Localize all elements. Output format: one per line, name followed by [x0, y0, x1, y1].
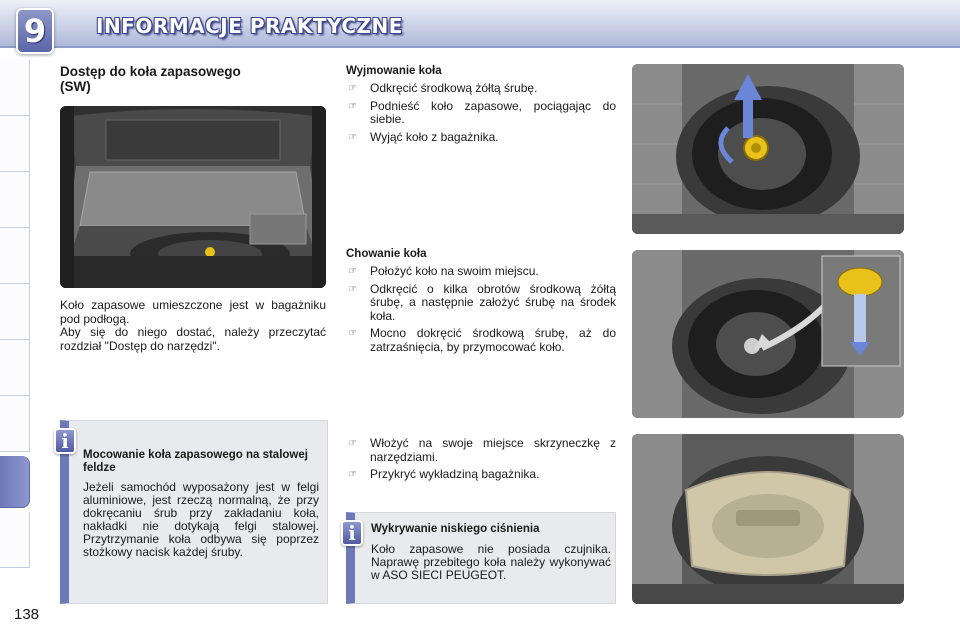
info-box-low-pressure	[346, 512, 616, 604]
pointing-hand-icon: ☞	[348, 283, 357, 295]
side-tab[interactable]	[0, 172, 30, 228]
info-icon: i	[341, 520, 363, 546]
info-box-text: Jeżeli samochód wyposażony jest w felgi aluminiowe, jest rzeczą normalną, że przy dokręcaniu śrub przy zakładaniu koła, nakładki nie dotykają felgi stalowej. Przytrzymanie koła odbywa się poprzez stożkowy nacisk każdej śruby.	[83, 480, 319, 559]
list-item: ☞ Położyć koło na swoim miejscu.	[348, 264, 539, 278]
trunk-illustration	[60, 106, 326, 288]
list-item: ☞ Przykryć wykładziną bagażnika.	[348, 467, 540, 481]
section-title-line2: (SW)	[60, 79, 91, 94]
finish-list	[346, 437, 616, 486]
section-title	[60, 64, 320, 94]
chapter-badge: 9	[16, 8, 54, 54]
side-tab-active[interactable]	[0, 456, 30, 508]
pointing-hand-icon: ☞	[348, 100, 357, 112]
side-tab[interactable]	[0, 228, 30, 284]
page-number: 138	[14, 606, 40, 623]
pointing-hand-icon: ☞	[348, 83, 357, 94]
removal-list	[346, 82, 616, 148]
intro-paragraph: Koło zapasowe umieszczone jest w bagażniku pod podłogą.	[60, 298, 326, 326]
info-box-text: Koło zapasowe nie posiada czujnika. Naprawę przebitego koła należy wykonywać w ASO SIECI PEUGEOT.	[371, 542, 611, 582]
side-tab[interactable]	[0, 396, 30, 452]
list-item: ☞ Odkręcić o kilka obrotów środkową żółtą śrubę, a następnie założyć śrubę na środek koła.	[348, 281, 616, 323]
storage-list	[346, 265, 616, 358]
spare-wheel-removal-photo	[632, 64, 904, 234]
pointing-hand-icon: ☞	[348, 328, 357, 339]
list-item: ☞ Podnieść koło zapasowe, pociągając do siebie.	[348, 98, 616, 126]
side-tab[interactable]	[0, 340, 30, 396]
storage-title: Chowanie koła	[346, 248, 427, 260]
info-box-title: Mocowanie koła zapasowego na stalowej feldze	[83, 449, 308, 474]
section-title-line1: Dostęp do koła zapasowego	[60, 64, 241, 79]
trunk-cover-photo	[632, 434, 904, 604]
pointing-hand-icon: ☞	[348, 438, 357, 449]
spare-wheel-illustration	[632, 64, 904, 234]
pointing-hand-icon: ☞	[348, 131, 357, 143]
spare-wheel-storage-photo	[632, 250, 904, 418]
info-icon: i	[54, 428, 76, 454]
spare-wheel-storage-illustration	[632, 250, 904, 418]
side-tab-strip	[0, 60, 30, 580]
side-tab[interactable]	[0, 284, 30, 340]
list-item: ☞ Mocno dokręcić środkową śrubę, aż do zatrzaśnięcia, by przymocować koło.	[348, 326, 616, 354]
trunk-photo	[60, 106, 326, 288]
pointing-hand-icon: ☞	[348, 469, 357, 480]
instruction-paragraph: Aby się do niego dostać, należy przeczytać rozdział "Dostęp do narzędzi".	[60, 325, 326, 353]
trunk-cover-illustration	[632, 434, 904, 604]
info-box-title: Wykrywanie niskiego ciśnienia	[371, 523, 540, 535]
list-item: ☞ Wyjąć koło z bagażnika.	[348, 129, 499, 144]
side-tab[interactable]	[0, 116, 30, 172]
info-box-steel-rim	[60, 420, 328, 604]
side-tab[interactable]	[0, 60, 30, 116]
removal-title: Wyjmowanie koła	[346, 65, 442, 77]
list-item: ☞ Włożyć na swoje miejsce skrzyneczkę z narzędziami.	[348, 436, 616, 464]
side-tab[interactable]	[0, 512, 30, 568]
list-item: ☞ Odkręcić środkową żółtą śrubę.	[348, 81, 538, 95]
chapter-title: INFORMACJE PRAKTYCZNE	[96, 14, 403, 38]
pointing-hand-icon: ☞	[348, 266, 357, 277]
